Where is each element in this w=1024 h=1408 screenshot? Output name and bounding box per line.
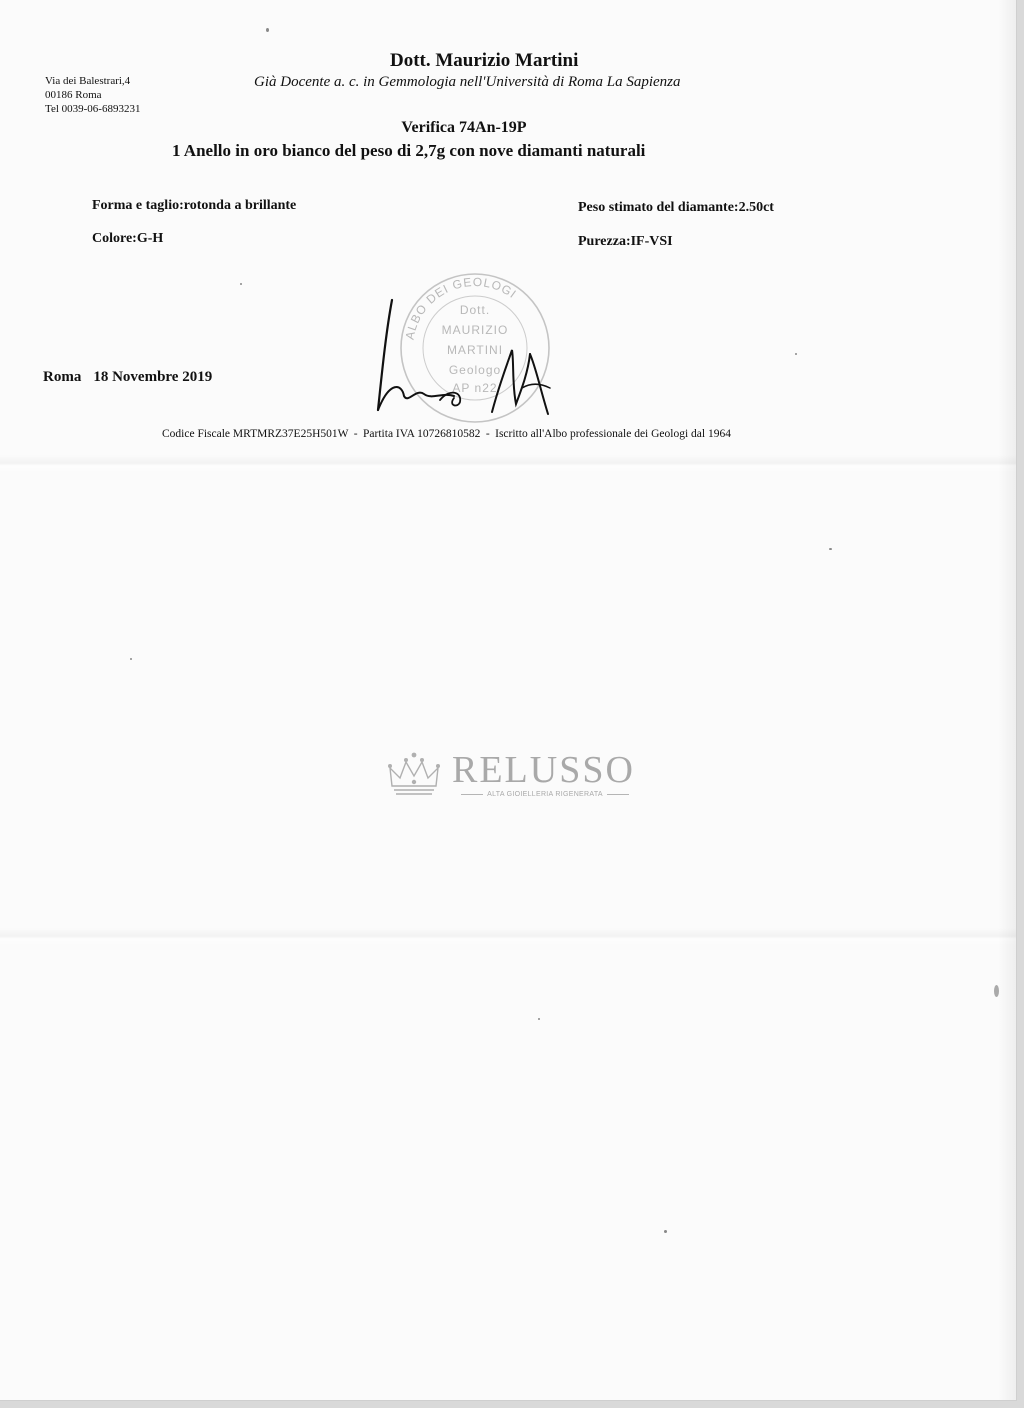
paper-speck xyxy=(130,658,132,660)
footer-codice-fiscale: Codice Fiscale MRTMRZ37E25H501W xyxy=(162,428,349,440)
stamp-line: Geologo xyxy=(448,363,502,377)
field-peso: Peso stimato del diamante:2.50ct xyxy=(578,200,774,215)
stamp-line: Dott. xyxy=(459,303,491,317)
field-colore: Colore:G-H xyxy=(92,231,164,246)
paper-speck xyxy=(829,548,832,550)
footer-separator: - xyxy=(485,428,490,440)
paper-speck xyxy=(994,985,999,997)
watermark-brand: RELUSSO xyxy=(452,749,635,791)
document-reference xyxy=(0,119,1016,137)
paper-speck xyxy=(240,283,242,285)
sender-address xyxy=(45,74,140,116)
letterhead-name: Dott. Maurizio Martini xyxy=(390,50,579,71)
relusso-watermark xyxy=(386,748,642,804)
stamp-line: MAURIZIO xyxy=(441,323,509,337)
verifica-code: Verifica 74An-19P xyxy=(401,119,527,136)
footer-registration xyxy=(162,428,731,440)
fold-line xyxy=(0,455,1016,473)
letterhead-subtitle: Già Docente a. c. in Gemmologia nell'Università di Roma La Sapienza xyxy=(254,74,681,90)
paper-speck xyxy=(538,1018,540,1020)
stamp-line: AP n22 xyxy=(452,381,498,395)
fold-line xyxy=(0,928,1016,946)
date-value: 18 Novembre 2019 xyxy=(93,369,213,385)
paper-speck xyxy=(664,1230,667,1233)
footer-partita-iva: Partita IVA 10726810582 xyxy=(363,428,481,440)
field-forma: Forma e taglio:rotonda a brillante xyxy=(92,198,297,213)
address-city: 00186 Roma xyxy=(45,89,102,101)
paper-speck xyxy=(795,353,797,355)
paper-speck xyxy=(266,28,269,32)
address-phone: Tel 0039-06-6893231 xyxy=(45,103,141,115)
field-purezza: Purezza:IF-VSI xyxy=(578,234,673,249)
date-line xyxy=(43,369,212,386)
item-description: 1 Anello in oro bianco del peso di 2,7g con nove diamanti naturali xyxy=(172,141,646,160)
page-edge-shadow xyxy=(998,0,1016,1400)
date-place: Roma xyxy=(43,369,82,385)
handwritten-signature xyxy=(372,292,557,422)
crown-icon xyxy=(386,752,442,798)
stamp-line: MARTINI xyxy=(446,343,504,357)
footer-separator: - xyxy=(353,428,358,440)
footer-albo: Iscritto all'Albo professionale dei Geologi dal 1964 xyxy=(495,428,731,440)
address-street: Via dei Balestrari,4 xyxy=(45,75,131,87)
stamp-ring-text: ALBO DEI GEOLOGI xyxy=(402,274,520,341)
watermark-tagline: ALTA GIOIELLERIA RIGENERATA xyxy=(452,791,638,798)
